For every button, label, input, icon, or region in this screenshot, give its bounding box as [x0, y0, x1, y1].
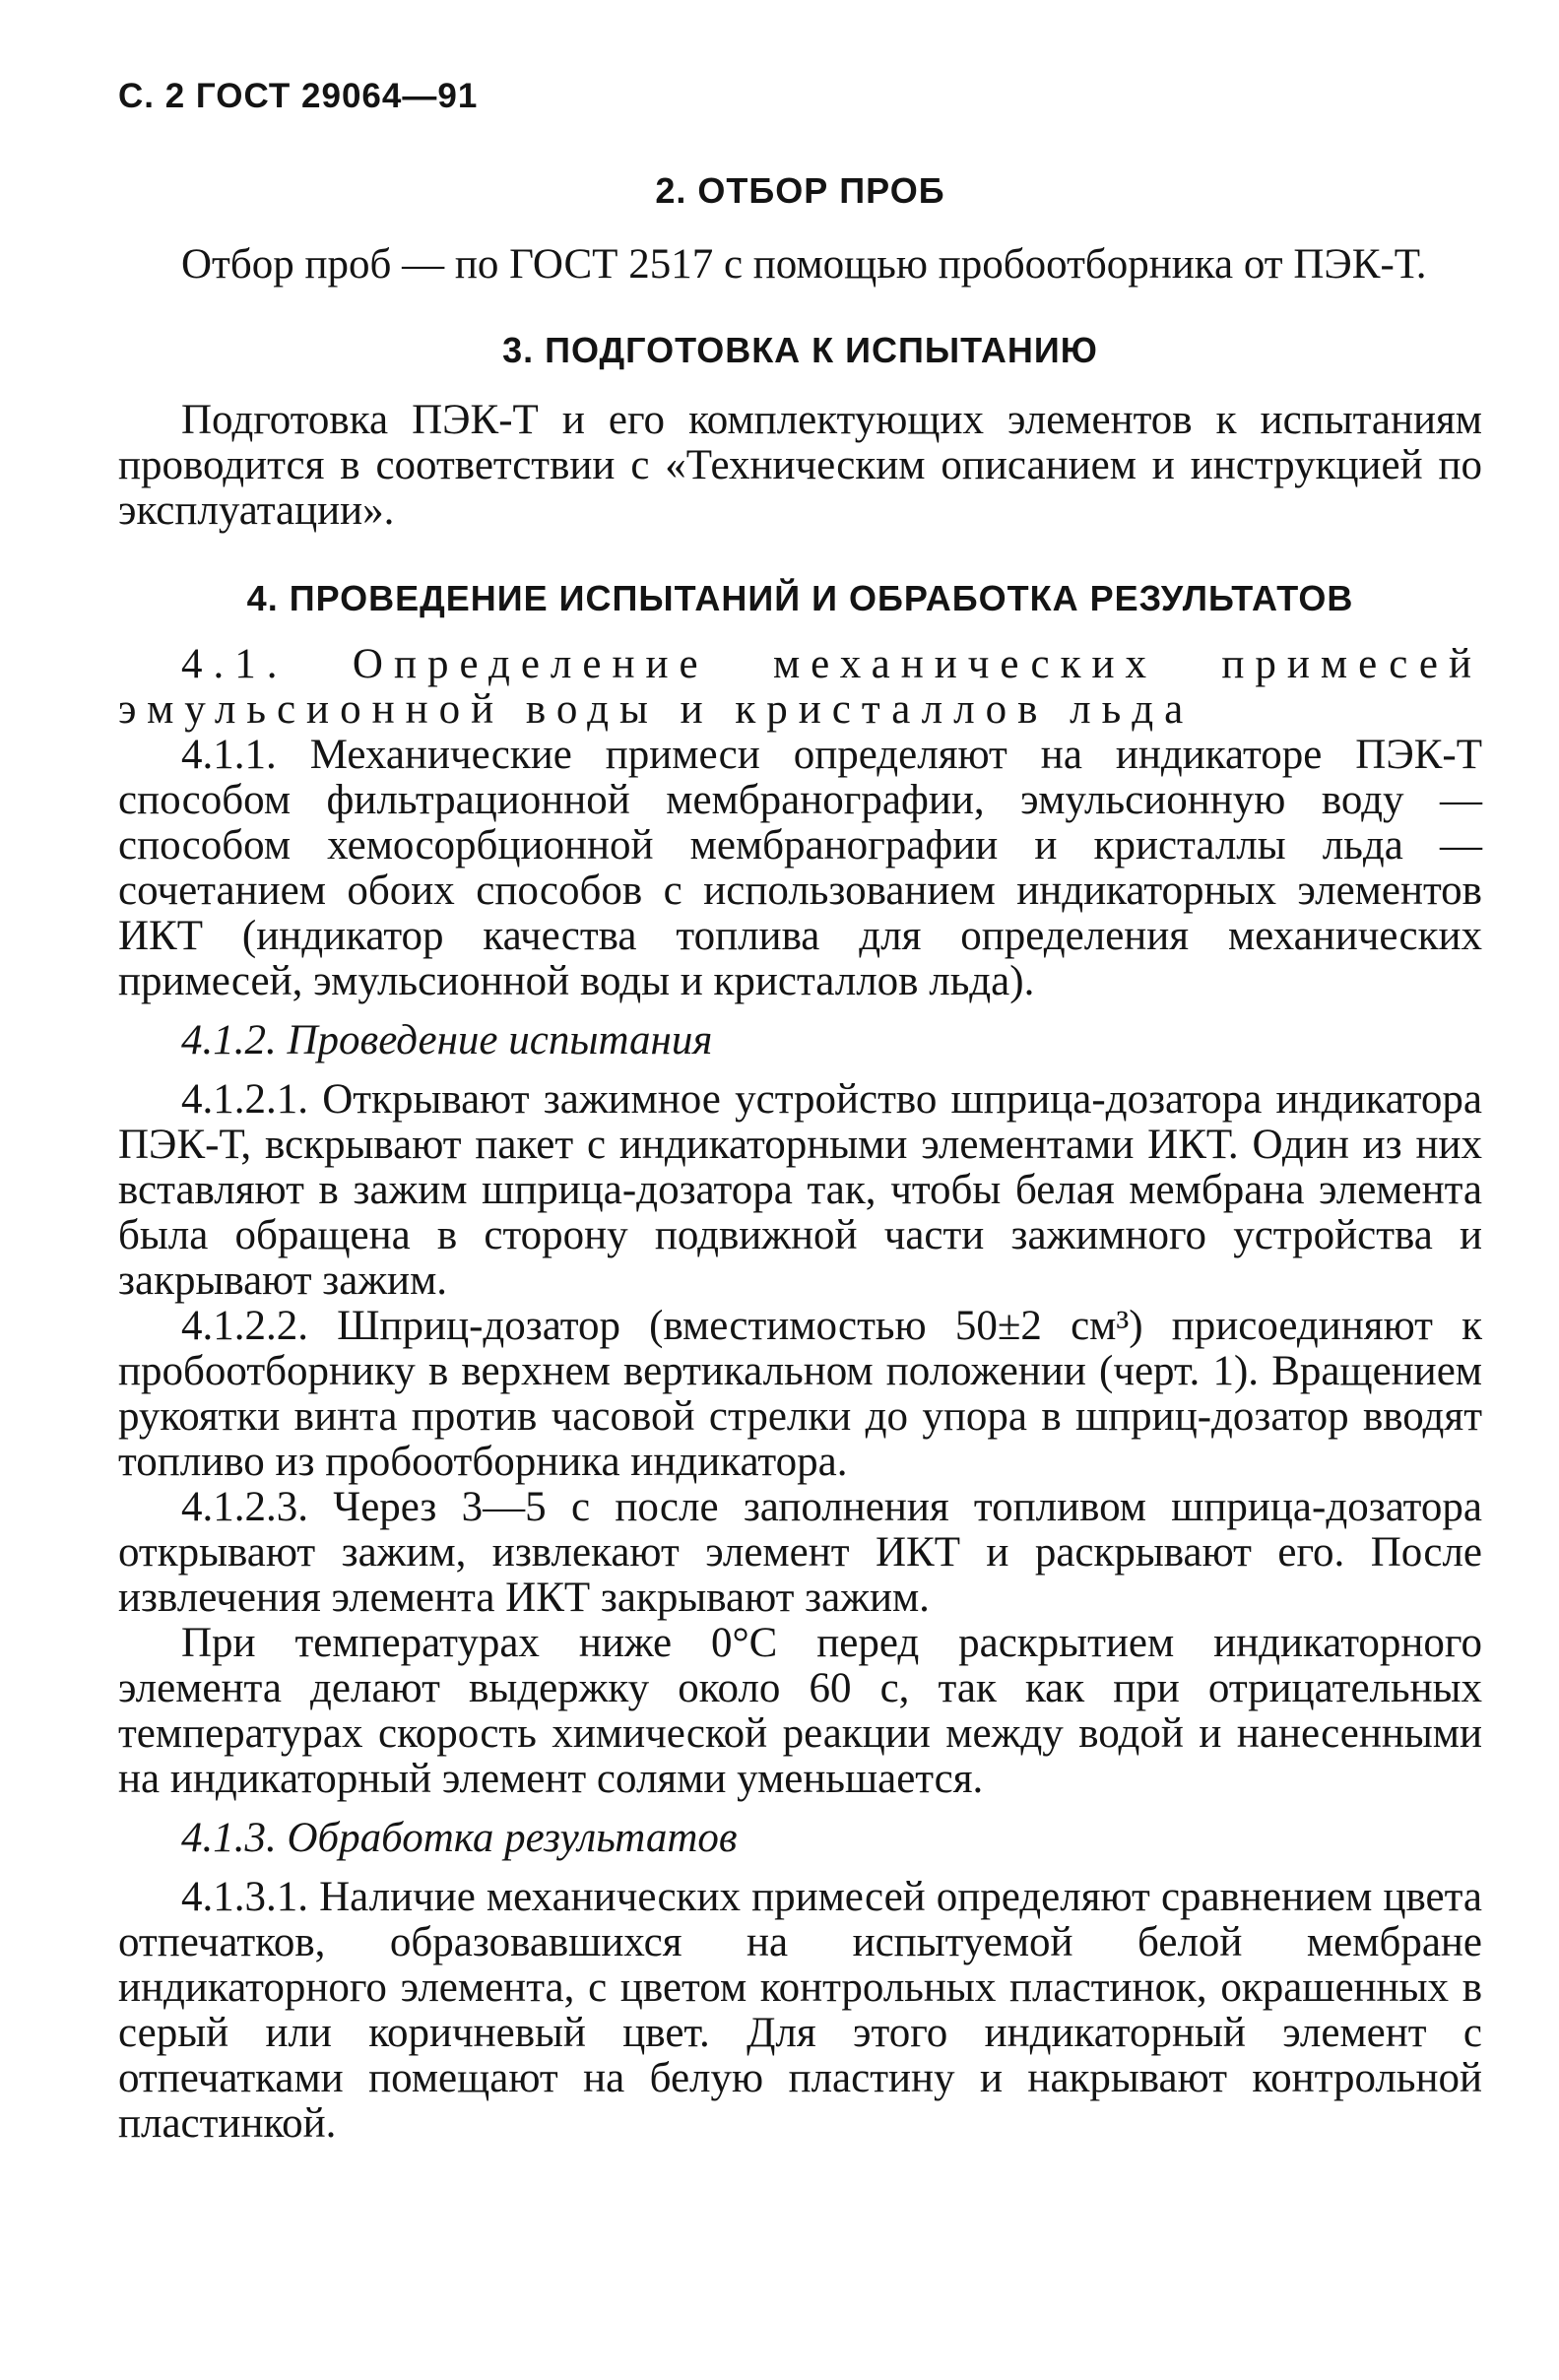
- section-3-text: Подготовка ПЭК-Т и его комплектующих элементов к испытаниям проводится в соответствии с «Техническим описанием и инструкцией по эксплуатации».: [118, 397, 1482, 534]
- section-3-heading: 3. ПОДГОТОВКА К ИСПЫТАНИЮ: [502, 330, 1098, 370]
- temperature-note: При температурах ниже 0°С перед раскрытием индикаторного элемента делают выдержку около 60 с, так как при отрицательных температурах скорость химической реакции между водой и нанесенными на индикаторный элемент солями уменьшается.: [118, 1620, 1482, 1802]
- running-head: С. 2 ГОСТ 29064—91: [118, 77, 479, 115]
- clause-4-1-2-2: 4.1.2.2. Шприц-дозатор (вместимостью 50±2 см³) присоединяют к пробоотборнику в верхнем вертикальном положении (черт. 1). Вращением рукоятки винта против часовой стрелки до упора в шприц-дозатор вводят топливо из пробоотборника индикатора.: [118, 1303, 1482, 1485]
- section-2-heading: 2. ОТБОР ПРОБ: [655, 170, 945, 211]
- page-content: [118, 169, 1482, 2147]
- clause-4-1-2-1: 4.1.2.1. Открывают зажимное устройство шприца-дозатора индикатора ПЭК-Т, вскрывают пакет с индикаторными элементами ИКТ. Один из них вставляют в зажим шприца-дозатора так, чтобы белая мембрана элемента была обращена в сторону подвижной части зажимного устройства и закрывают зажим.: [118, 1076, 1482, 1304]
- section-4-heading: 4. ПРОВЕДЕНИЕ ИСПЫТАНИЙ И ОБРАБОТКА РЕЗУЛЬТАТОВ: [246, 578, 1354, 618]
- section-2-text: Отбор проб — по ГОСТ 2517 с помощью пробоотборника от ПЭК-Т.: [181, 241, 1427, 288]
- clause-4-1-2-3: 4.1.2.3. Через 3—5 с после заполнения топливом шприца-дозатора открывают зажим, извлекают элемент ИКТ и раскрывают его. После извлечения элемента ИКТ закрывают зажим.: [118, 1484, 1482, 1621]
- clause-4-1-2-title: 4.1.2. Проведение испытания: [181, 1017, 713, 1063]
- clause-4-1-1: 4.1.1. Механические примеси определяют на индикаторе ПЭК-Т способом фильтрационной мембранографии, эмульсионную воду — способом хемосорбционной мембранографии и кристаллы льда — сочетанием обоих способов с использованием индикаторных элементов ИКТ (индикатор качества топлива для определения механических примесей, эмульсионной воды и кристаллов льда).: [118, 732, 1482, 1004]
- clause-4-1-3-1: 4.1.3.1. Наличие механических примесей определяют сравнением цвета отпечатков, образовавшихся на испытуемой белой мембране индикаторного элемента, с цветом контрольных пластинок, окрашенных в серый или коричневый цвет. Для этого индикаторный элемент с отпечатками помещают на белую пластину и накрывают контрольной пластинкой.: [118, 1874, 1482, 2147]
- clause-4-1: 4.1. Определение механических примесей эмульсионной воды и кристаллов льда: [118, 641, 1482, 733]
- clause-4-1-3-title: 4.1.3. Обработка результатов: [181, 1815, 738, 1861]
